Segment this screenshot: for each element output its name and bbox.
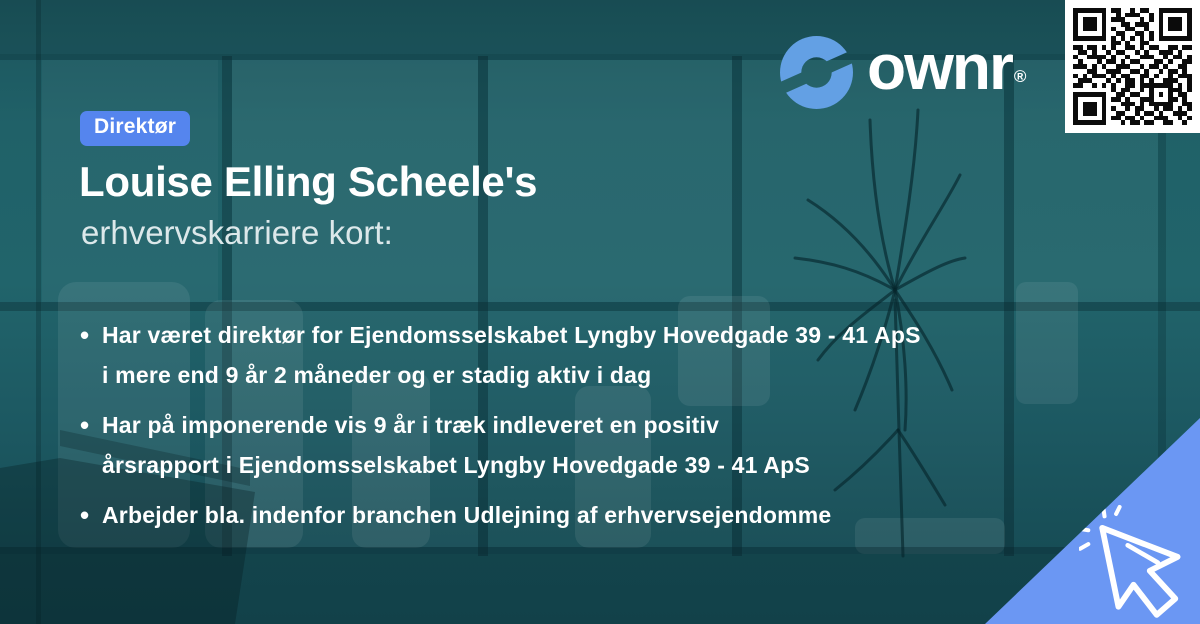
page-subtitle: erhvervskarriere kort:: [81, 214, 393, 251]
registered-trademark: ®: [1013, 67, 1027, 86]
page-title: Louise Elling Scheele's: [79, 158, 538, 205]
qr-code-grid: [1073, 8, 1192, 125]
bullet-line: i mere end 9 år 2 måneder og er stadig aktiv i dag: [102, 362, 652, 388]
bullet-line: Har på imponerende vis 9 år i træk indleveret en positiv: [102, 412, 720, 438]
bullet-line: Har været direktør for Ejendomsselskabet Lyngby Hovedgade 39 - 41 ApS: [102, 322, 921, 348]
cursor-click-icon: [1079, 504, 1195, 624]
bullet-line: årsrapport i Ejendomsselskabet Lyngby Hovedgade 39 - 41 ApS: [102, 452, 810, 478]
bullet-item: [80, 315, 921, 395]
bullet-dot-icon: •: [80, 410, 90, 440]
bullet-dot-icon: •: [80, 500, 90, 530]
bullet-line: Arbejder bla. indenfor branchen Udlejning af erhvervsejendomme: [102, 502, 832, 528]
ownr-wordmark-text: ownr: [867, 31, 1012, 103]
ownr-logo: [779, 30, 1026, 114]
ownr-wordmark: [867, 30, 1026, 114]
career-bullet-list: [80, 315, 921, 545]
bullet-item: [80, 495, 921, 535]
bullet-dot-icon: •: [80, 320, 90, 350]
role-badge: Direktør: [80, 111, 190, 146]
ownr-ring-slash-icon: [779, 35, 854, 110]
qr-code: [1065, 0, 1200, 133]
bullet-item: [80, 405, 921, 485]
